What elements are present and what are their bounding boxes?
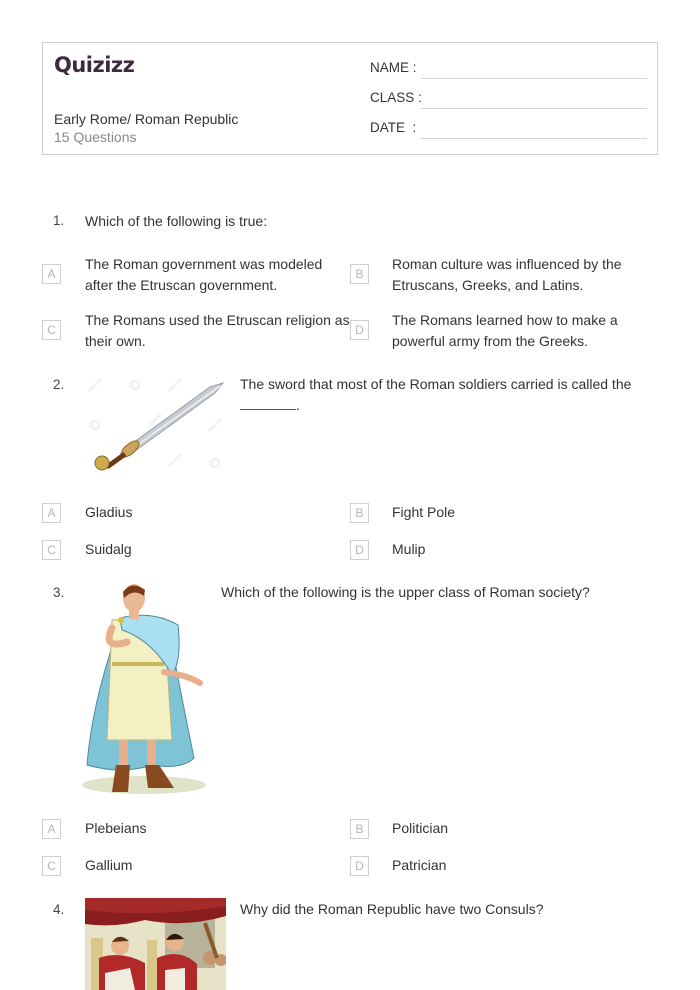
question-number: 3. [53,585,65,600]
name-line [421,78,647,79]
name-label: NAME : [370,60,417,75]
option-text: Fight Pole [392,504,456,520]
worksheet-title: Early Rome/ Roman Republic [54,111,239,127]
question-number: 4. [53,902,65,917]
quizizz-logo: Quizizz [54,53,135,77]
option-text: Patrician [392,857,447,873]
option-text: Roman culture was influenced by the Etruscans, Greeks, and Latins. [392,256,622,293]
option-letter-b: B [350,819,369,839]
answer-blank [240,396,296,410]
option-letter-b: B [350,264,369,284]
question-text: Why did the Roman Republic have two Consuls? [240,901,544,917]
date-label: DATE : [370,120,417,135]
option-text: The Romans used the Etruscan religion as their own. [85,312,350,349]
option-letter-d: D [350,856,369,876]
option-letter-a: A [42,264,61,284]
option-text: Plebeians [85,820,147,836]
roman-man-image [82,580,212,800]
question-count: 15 Questions [54,129,137,145]
sword-image [85,375,230,475]
option-letter-a: A [42,819,61,839]
class-label: CLASS : [370,90,422,105]
option-letter-c: C [42,856,61,876]
question-number: 1. [53,213,65,228]
option-text: Gallium [85,857,133,873]
option-text: The Romans learned how to make a powerful army from the Greeks. [392,312,618,349]
question-text-main: The sword that most of the Roman soldiers carried is called the [240,376,632,392]
option-letter-d: D [350,320,369,340]
option-text: Suidalg [85,541,132,557]
question-text-suffix: . [296,397,300,413]
consuls-painting-image [85,898,226,990]
question-text [240,374,660,416]
option-letter-c: C [42,540,61,560]
date-line [421,138,647,139]
option-letter-a: A [42,503,61,523]
question-number: 2. [53,377,65,392]
option-text: Politician [392,820,449,836]
option-text: Gladius [85,504,133,520]
class-line [421,108,647,109]
option-text: The Roman government was modeled after the Etruscan government. [85,256,323,293]
question-text: Which of the following is true: [85,213,268,229]
option-letter-d: D [350,540,369,560]
worksheet-header [42,42,658,155]
option-letter-c: C [42,320,61,340]
option-letter-b: B [350,503,369,523]
question-text: Which of the following is the upper class of Roman society? [221,584,590,600]
option-text: Mulip [392,541,426,557]
